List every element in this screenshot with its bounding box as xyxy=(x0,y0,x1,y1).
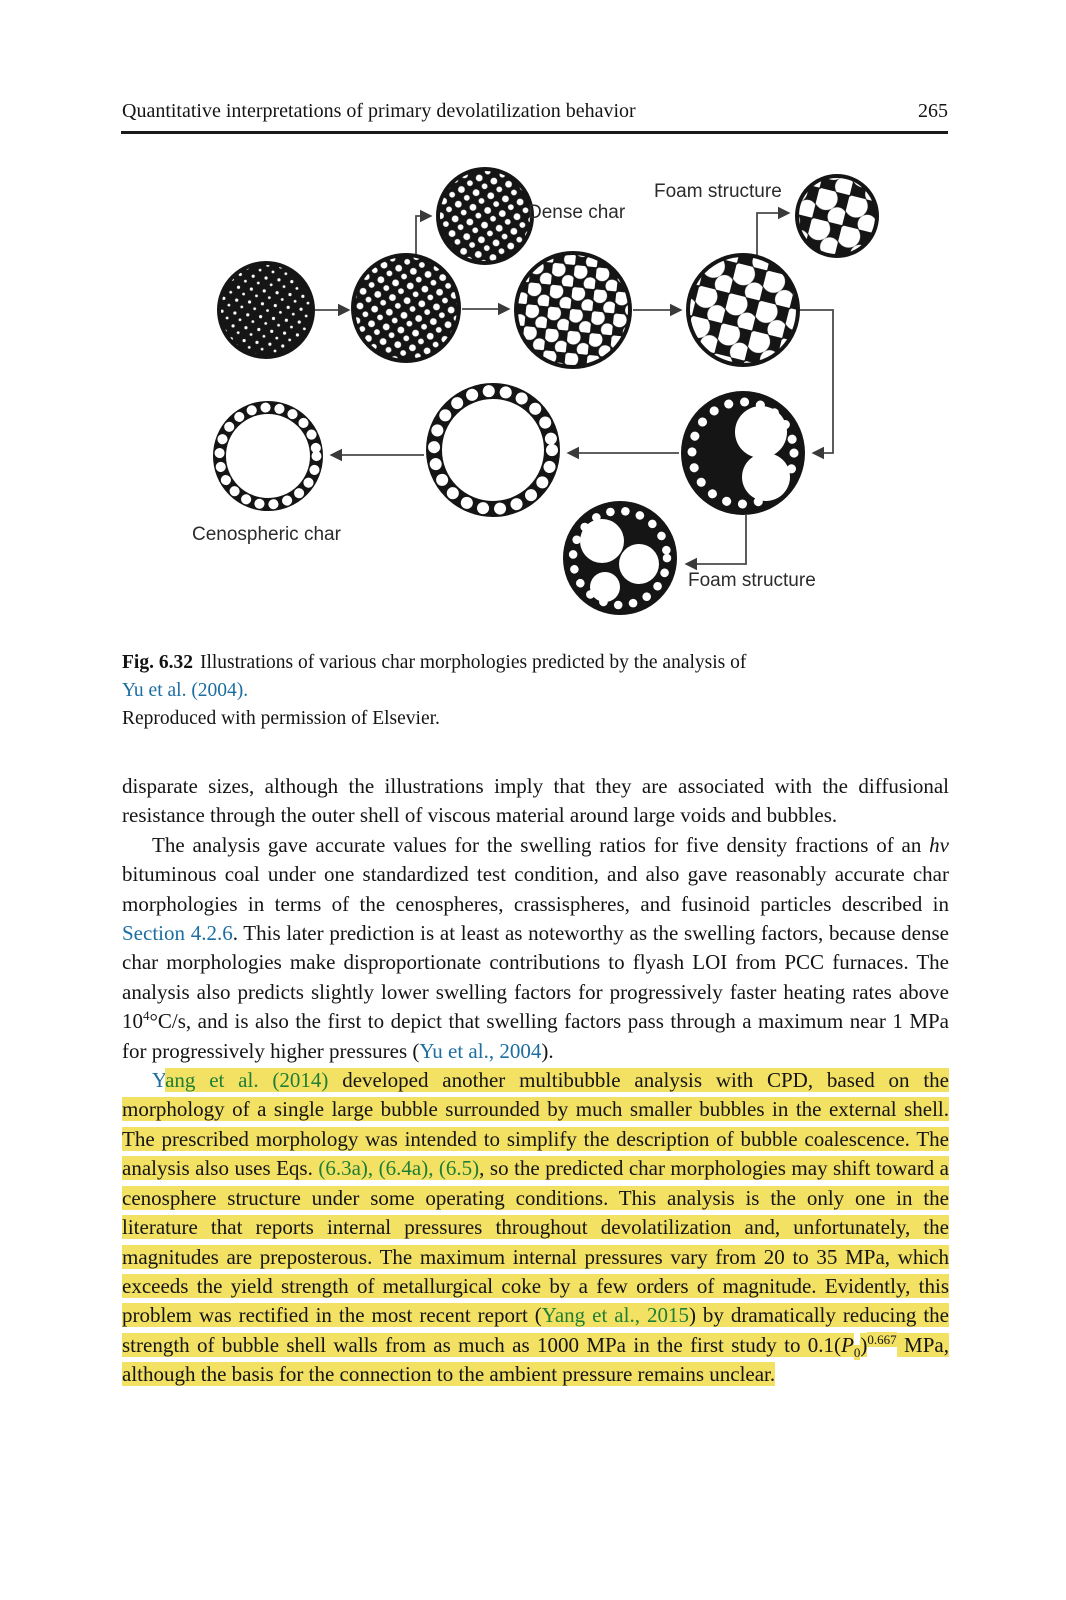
particle-large-bubbles xyxy=(688,255,798,365)
text-run: 0 xyxy=(853,1344,861,1360)
text-run: . This later prediction is at least as noteworthy as the swelling factors, because dense char morphologies make disproportionate contributions to flyash LOI from PCC furnaces. The analysis also predicts slightly lower swelling factors for progressively faster heating rates above 10 xyxy=(122,921,949,1034)
caption-line xyxy=(122,649,954,677)
text-run: hv xyxy=(929,832,949,857)
body-text xyxy=(122,772,949,1390)
citation-link[interactable]: ang et al. (2014) xyxy=(165,1068,329,1093)
arrow-to-dense-char xyxy=(416,216,430,255)
text-run: 4 xyxy=(143,1008,150,1024)
foam-structure-particle-top xyxy=(797,176,877,256)
cenospheric-char-particle xyxy=(220,408,317,505)
text-run: The analysis gave accurate values for the swelling ratios for five density fractions of an xyxy=(152,832,930,857)
foam-structure-top-label: Foam structure xyxy=(654,181,782,202)
foam-structure-bottom-label: Foam structure xyxy=(688,570,816,591)
text-run: ) xyxy=(860,1332,868,1357)
figure-6-32 xyxy=(188,158,890,650)
coalesced-bubble-particle xyxy=(681,391,805,515)
citation-link[interactable]: (6.3a), (6.4a), (6.5) xyxy=(318,1156,480,1181)
citation-link[interactable]: Section 4.2.6 xyxy=(122,921,233,946)
text-run: Fig. 6.32 xyxy=(122,652,193,673)
text-run: 0.667 xyxy=(867,1331,897,1347)
text-run: °C/s, and is also the first to depict that swelling factors pass through a maximum near 1 MPa for progressively higher pressures ( xyxy=(122,1009,949,1063)
text-run: developed another multibubble analysis with CPD, based on the morphology of a single large bubble surrounded by much smaller bubbles in the external shell. The prescribed morphology was intended to simplify the description of bubble coalescence. The analysis also uses Eqs. xyxy=(122,1068,949,1181)
header-rule xyxy=(121,131,948,134)
running-header xyxy=(122,100,948,123)
text-run: bituminous coal under one standardized test condition, and also gave reasonably accurate char morphologies in terms of the cenospheres, crassispheres, and fusinoid particles described in xyxy=(122,862,949,916)
text-run: ) by dramatically reducing the strength of bubble shell walls from as much as 1000 MPa in the first study to 0.1( xyxy=(122,1303,949,1357)
body-paragraph xyxy=(122,1066,949,1389)
text-run: , so the predicted char morphologies may shift toward a cenosphere structure under some operating conditions. This analysis is the only one in the literature that reports internal pressures throughout devolatilization and, unfortunately, the magnitudes are preposterous. The maximum internal pressures vary from 20 to 35 MPa, which exceeds the yield strength of metallurgical coke by a few orders of magnitude. Evidently, this problem was rectified in the most recent report ( xyxy=(122,1156,949,1328)
particle-medium-bubbles xyxy=(516,253,630,367)
body-paragraph xyxy=(122,772,949,831)
foam-structure-particle-bottom xyxy=(563,501,677,615)
caption-line xyxy=(122,705,954,733)
citation-link[interactable]: Y xyxy=(152,1068,166,1093)
text-run: Illustrations of various char morphologies predicted by the analysis of xyxy=(199,652,747,673)
citation-link[interactable]: Yang et al., 2015 xyxy=(541,1303,689,1328)
header-title: Quantitative interpretations of primary devolatilization behavior xyxy=(122,100,636,122)
citation-link[interactable]: Yu et al., 2004 xyxy=(419,1038,542,1063)
text-run: disparate sizes, although the illustrations imply that they are associated with the diffusional resistance through the outer shell of viscous material around large voids and bubbles. xyxy=(122,774,949,828)
body-paragraph xyxy=(122,831,949,1066)
dense-char-label: Dense char xyxy=(528,202,626,223)
figure-caption xyxy=(122,649,954,733)
text-run: MPa, although the basis for the connection to the ambient pressure remains unclear. xyxy=(122,1332,949,1387)
particle-small-bubbles xyxy=(353,255,459,361)
arrow-coarse-to-coalesced xyxy=(798,310,833,453)
cenosphere-forming-particle xyxy=(434,391,552,509)
page-number: 265 xyxy=(918,100,948,122)
particle-initial xyxy=(219,263,313,357)
arrow-to-foam-structure-bottom xyxy=(687,515,746,564)
dense-char-particle xyxy=(438,169,532,263)
text-run: Reproduced with permission of Elsevier. xyxy=(122,708,440,729)
arrow-to-foam-structure-top xyxy=(757,213,788,255)
cenospheric-char-label: Cenospheric char xyxy=(192,524,341,545)
text-run: ). xyxy=(541,1038,554,1063)
text-run: P xyxy=(841,1332,854,1357)
citation-link[interactable]: Yu et al. (2004). xyxy=(122,680,249,701)
caption-line xyxy=(122,677,954,705)
